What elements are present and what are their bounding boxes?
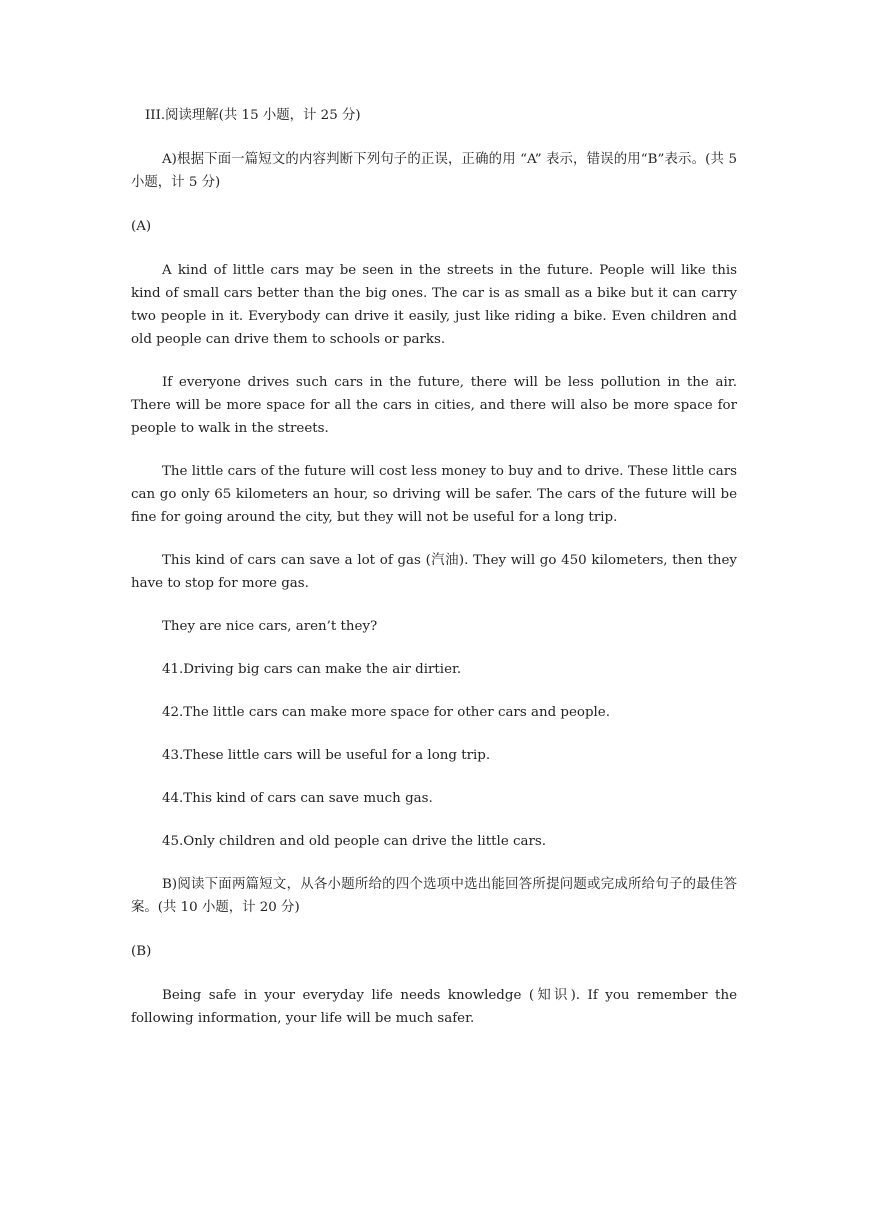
passage-a-paragraph: If everyone drives such cars in the future, there will be less pollution in the air. There will be more space for all the cars in cities, and there will also be more space for people to walk in the streets.	[131, 375, 737, 436]
passage-a-paragraph: They are nice cars, aren’t they?	[162, 619, 378, 634]
question-42: 42.The little cars can make more space for other cars and people.	[162, 705, 610, 720]
question-45: 45.Only children and old people can drive the little cars.	[162, 834, 547, 849]
passage-a-label: (A)	[131, 219, 152, 234]
question-41: 41.Driving big cars can make the air dirtier.	[162, 662, 462, 677]
part-a-instruction: A)根据下面一篇短文的内容判断下列句子的正误，正确的用 “A” 表示，错误的用“B”表示。(共 5 小题，计 5 分)	[131, 152, 737, 190]
document-page	[131, 104, 737, 1030]
passage-b-label: (B)	[131, 944, 152, 959]
passage-a-paragraph: A kind of little cars may be seen in the streets in the future. People will like this kind of small cars better than the big ones. The car is as small as a bike but it can carry two people in it. Everybody can drive it easily, just like riding a bike. Even children and old people can drive them to schools or parks.	[131, 263, 737, 347]
passage-a-paragraph: The little cars of the future will cost less money to buy and to drive. These little cars can go only 65 kilometers an hour, so driving will be safer. The cars of the future will be fine for going around the city, but they will not be useful for a long trip.	[131, 464, 737, 525]
part-b-instruction: B)阅读下面两篇短文，从各小题所给的四个选项中选出能回答所提问题或完成所给句子的最佳答案。(共 10 小题，计 20 分)	[131, 877, 737, 915]
passage-a-paragraph: This kind of cars can save a lot of gas (汽油). They will go 450 kilometers, then they have to stop for more gas.	[131, 553, 737, 591]
question-43: 43.These little cars will be useful for a long trip.	[162, 748, 491, 763]
section-title: III.阅读理解(共 15 小题，计 25 分)	[145, 108, 361, 123]
passage-b-paragraph: Being safe in your everyday life needs knowledge (知识). If you remember the following information, your life will be much safer.	[131, 988, 737, 1026]
question-44: 44.This kind of cars can save much gas.	[162, 791, 433, 806]
